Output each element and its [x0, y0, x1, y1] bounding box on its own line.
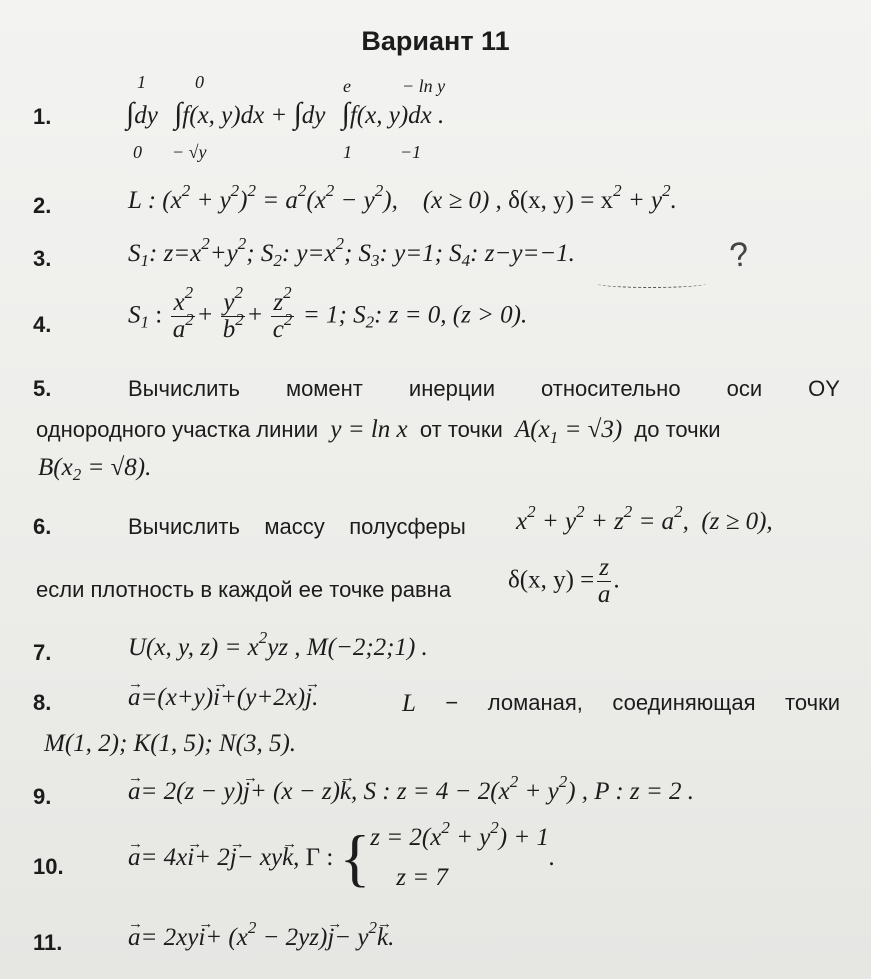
problem-number-9: 9. [33, 784, 52, 809]
int2-lower: − √y [172, 142, 207, 162]
problem-7-expression: U(x, y, $z) = x^2yz$ , M(−2;2;1) . [128, 628, 428, 661]
problem-6-line-1: Вычислить массу полусферы [128, 514, 466, 539]
problem-10-expression: → a= 4x→ i+ 2→ j− xy→ k, Γ : { $z = 2(x^2 + y^2) + 1$ z = 7 . [128, 818, 555, 898]
problem-1-expression: ∫dy ∫f(x, y)dx + ∫dy ∫f(x, y)dx . [126, 97, 445, 130]
problem-number-10: 10. [33, 854, 64, 879]
problem-number-11: 11. [33, 930, 63, 955]
problem-6-equation: $x^2 + y^2 + z^2 = a^2$, (z ≥ 0), [516, 502, 773, 535]
problem-9-expression: → a= 2(z − y)→ j+ (x − z)→ k, S : $z = 4 - 2(x^2 + y^2)$ , P : z = 2 . [128, 778, 694, 806]
problem-number-4: 4. [33, 312, 52, 337]
int2-upper: 0 [195, 72, 204, 92]
int1-lower: 0 [133, 142, 142, 162]
problem-3-expression: $S_1$: $z=x^2+y^2$; $S_2$: $y=x^2$; $S_3$: y=1; $S_4$: z−y=−1. [128, 234, 575, 271]
problem-11-expression: → $a= 2xy\to i+ (x^2 - 2yz)\to j- y^2\to k$. [128, 924, 394, 952]
problem-number-7: 7. [33, 640, 52, 665]
problem-8-points: M(1, 2); K(1, 5); N(3, 5). [44, 730, 297, 757]
problem-8-expression: → a=(x+y)→ i+(y+2x)→ j. [128, 684, 318, 712]
problem-5-line-3: $B(x_2 = √8)$. [38, 454, 152, 485]
problem-5-line-2: однородного участка линии y = ln x от точки $A(x_1 = √3)$ до точки [36, 416, 721, 447]
problem-2-expression: L : $(x^2 + y^2)^2 = a^2(x^2 - y^2)$, (x ≥ 0) , δ(x, $y) = x^2 + y^2$. [128, 181, 677, 214]
problem-8-text: L − ломаная, соединяющая точки [402, 690, 840, 717]
int3-lower: 1 [343, 142, 352, 162]
int4-upper: − ln y [402, 76, 446, 96]
problem-4-expression: $S_1$ : $\frac{x^2}{a^2}$ + $\frac{y^2}{b^2}$ + $\frac{z^2}{c^2}$ = 1; $S_2$: z = 0, (z > 0). [128, 283, 528, 344]
problem-number-5: 5. [33, 376, 52, 401]
problem-number-2: 2. [33, 193, 52, 218]
int1-upper: 1 [137, 72, 146, 92]
problem-number-1: 1. [33, 104, 52, 129]
page-title: Вариант 11 [361, 26, 510, 56]
problem-number-6: 6. [33, 514, 52, 539]
int4-lower: −1 [400, 142, 422, 162]
int3-upper: e [343, 76, 351, 96]
problem-number-3: 3. [33, 246, 52, 271]
problem-6-line-2: если плотность в каждой ее точке равна [36, 577, 452, 602]
problem-5-line-1: Вычислить момент инерции относительно оси OY [128, 376, 840, 401]
problem-6-density: δ(x, y) = $\frac{z}{a}$ . [508, 554, 621, 609]
handwritten-scribble [596, 279, 706, 288]
problem-number-8: 8. [33, 690, 52, 715]
handwritten-question-mark: ? [727, 234, 752, 276]
